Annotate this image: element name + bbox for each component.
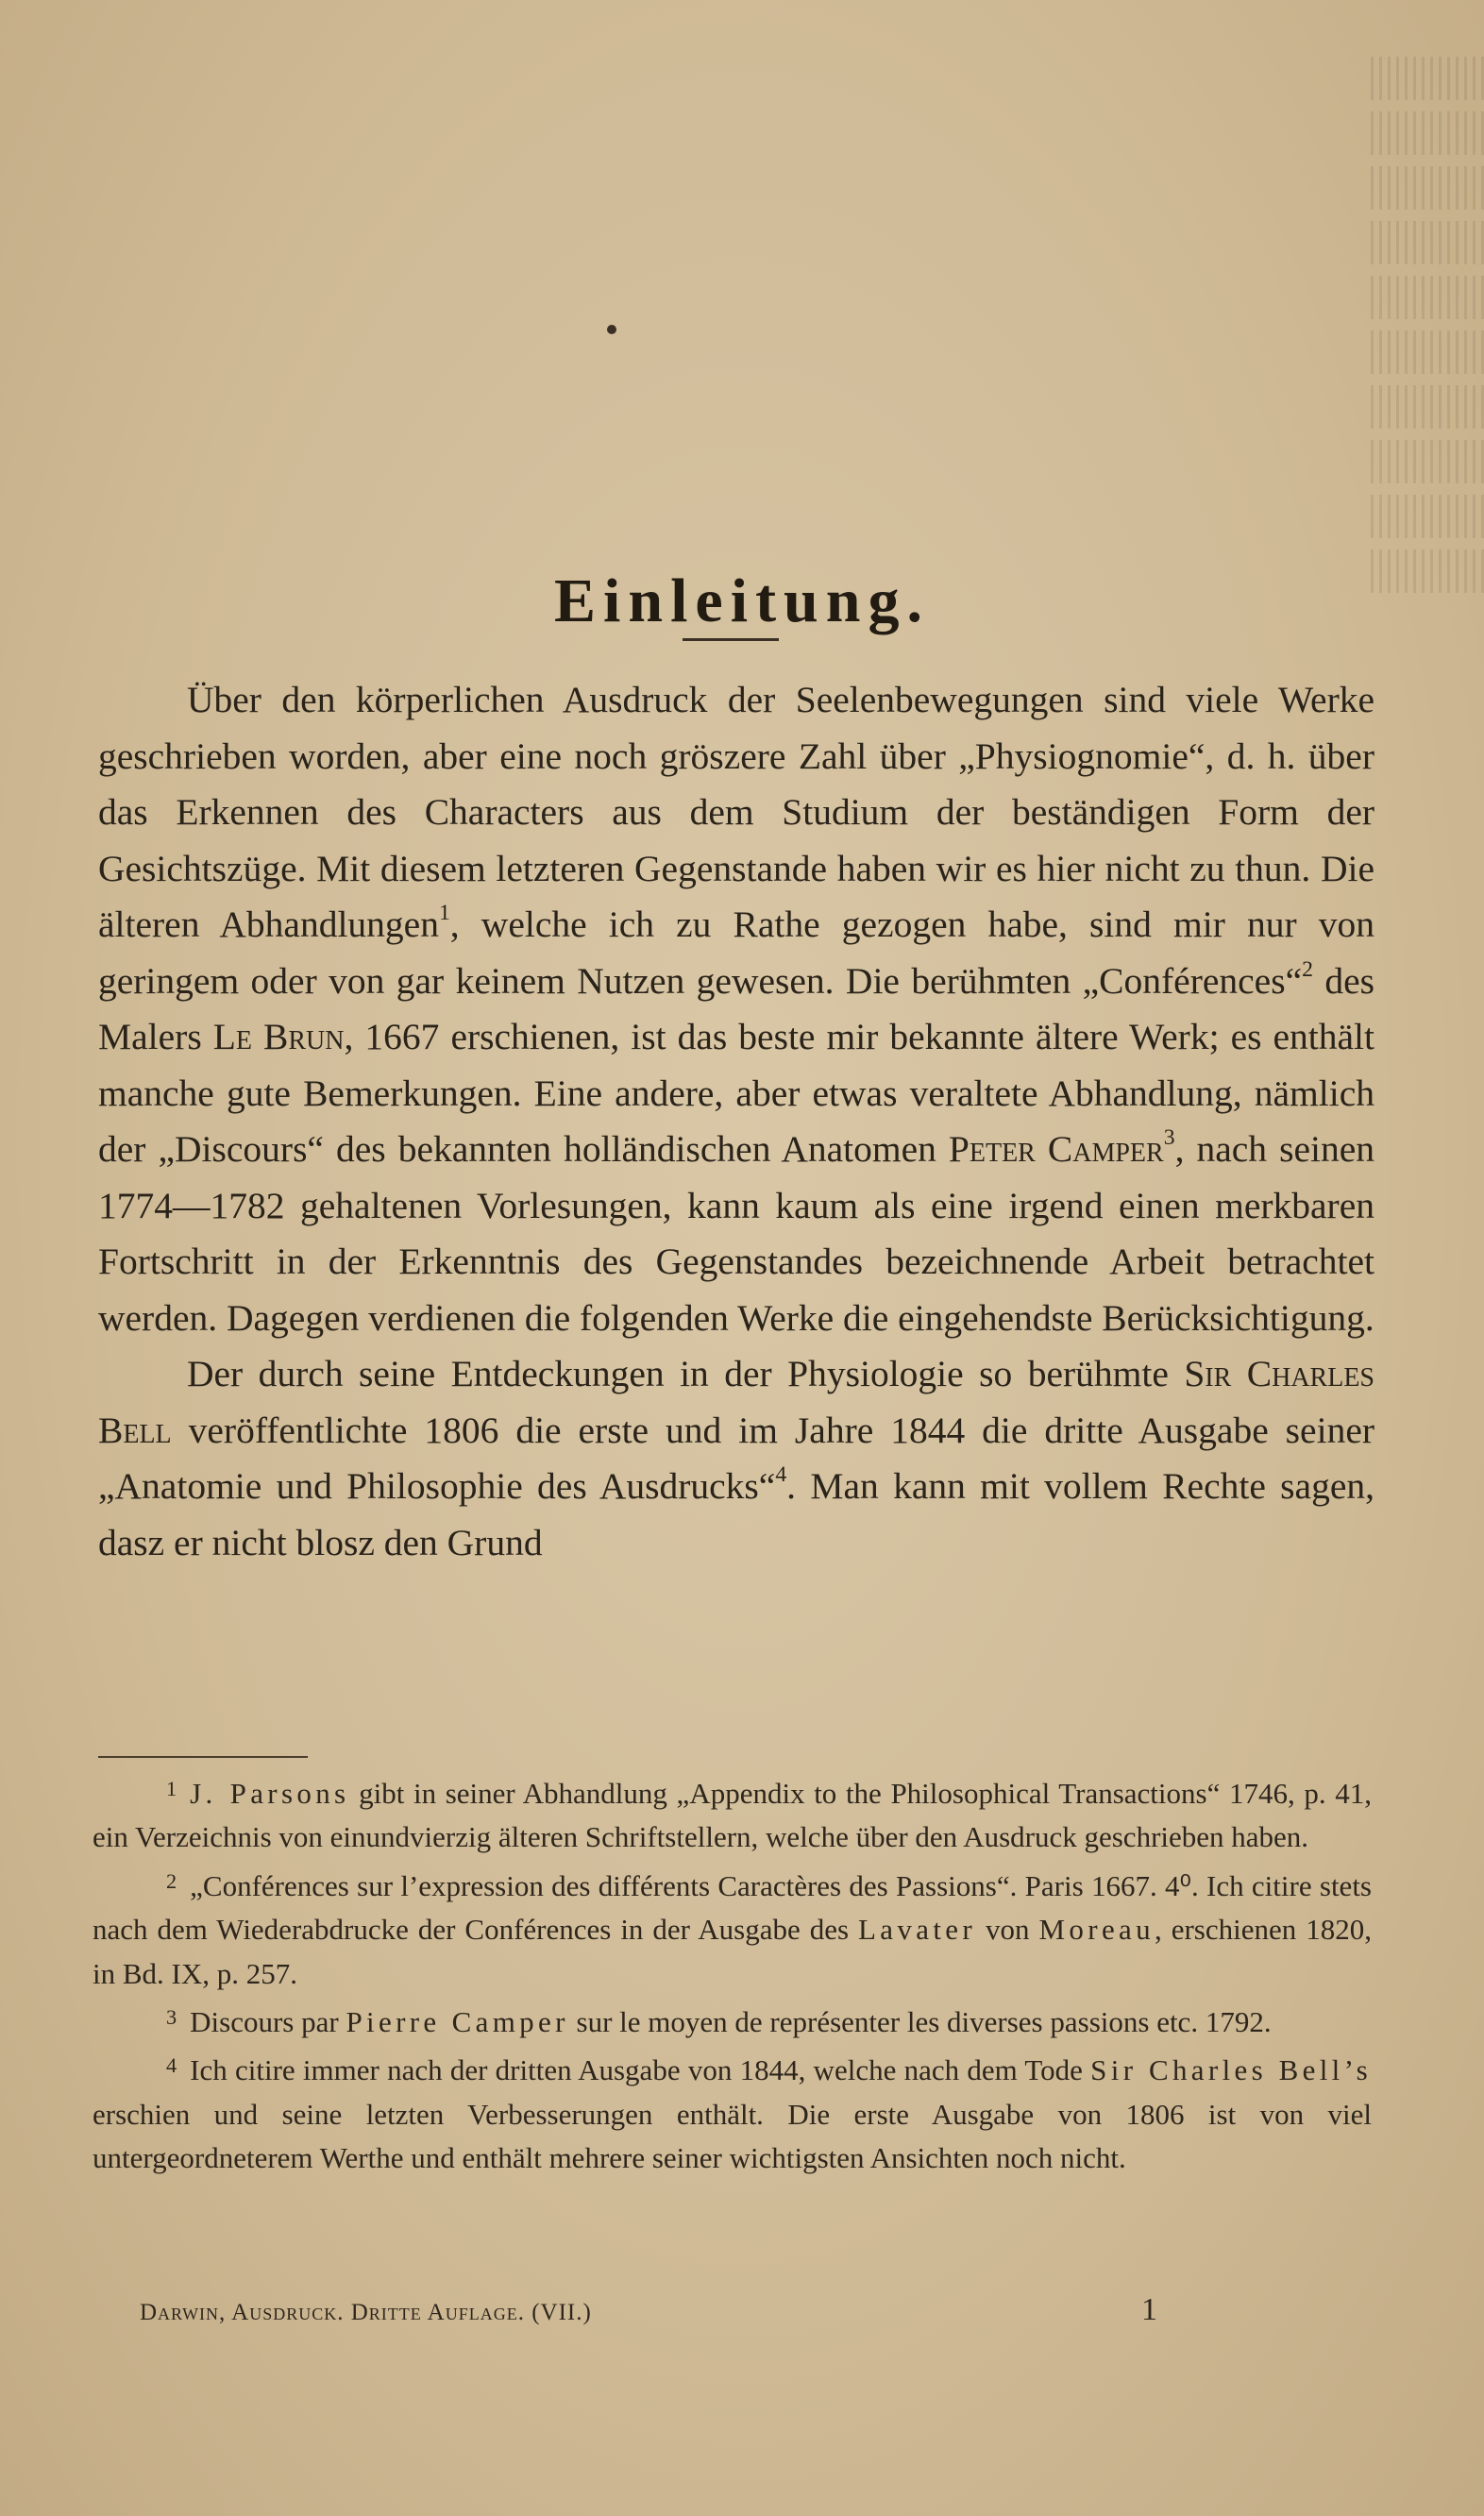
page-number: 1	[1141, 2292, 1157, 2327]
footnote-number: 2	[166, 1868, 177, 1893]
footnote-number: 4	[166, 2053, 177, 2078]
title-rule	[683, 638, 779, 641]
text-run: Ich citire immer nach der dritten Ausgabe von 1844, welche nach dem Tode	[190, 2053, 1091, 2087]
name-text: Pierre Camper	[346, 2004, 569, 2038]
paragraph	[98, 1346, 1374, 1571]
text-run: erschien und seine letzten Verbesserungen enthält. Die erste Ausgabe von 1806 ist von viel untergeordneterem Werthe und enthält mehrere seiner wichtigsten Ansichten noch nicht.	[93, 2097, 1372, 2175]
paragraph	[98, 672, 1374, 1346]
footnote-rule	[98, 1756, 308, 1758]
footnote	[93, 1767, 1372, 1860]
text-run: . Man kann mit vollem Rechte sagen, dasz er nicht blosz den Grund	[98, 1465, 1374, 1563]
bleed-through-text	[1371, 57, 1484, 642]
text-run: Der durch seine Entdeckungen in der Physiologie so berühmte	[187, 1353, 1185, 1394]
name-text: Peter Camper	[948, 1128, 1164, 1170]
text-run: „Conférences sur l’expression des différents Caractères des Passions“. Paris 1667. 4⁰. Ich citire stets nach dem Wiederabdrucke der Conférences in der Ausgabe des	[93, 1868, 1372, 1947]
footnote-ref: 3	[1163, 1125, 1175, 1151]
page-footer	[140, 2292, 1157, 2328]
text-run: Discours par	[190, 2004, 346, 2038]
name-text: J. Parsons	[190, 1776, 350, 1810]
footnote-number: 1	[166, 1777, 177, 1800]
footnote	[93, 1860, 1372, 1996]
footnotes	[93, 1767, 1372, 2181]
footnote-ref: 2	[1302, 956, 1313, 982]
signature-mark: Darwin, Ausdruck. Dritte Auflage. (VII.)	[140, 2300, 592, 2325]
footnote-ref: 1	[438, 901, 450, 926]
text-run: , welche ich zu Rathe gezogen habe, sind mir nur von geringem oder von gar keinem Nutzen gewesen. Die berühmten „Conférences“	[98, 903, 1374, 1002]
text-run: Über den körperlichen Ausdruck der Seelenbewegungen sind viele Werke geschrieben worden, aber eine noch gröszere Zahl über „Physiognomie“, d. h. über das Erkennen des Characters aus dem Studium der beständigen Form der Gesichtszüge. Mit diesem letzteren Gegenstande haben wir es hier nicht zu thun. Die älteren Abhandlungen	[98, 679, 1374, 945]
footnote	[93, 1996, 1372, 2044]
text-run: veröffentlichte 1806 die erste und im Jahre 1844 die dritte Ausgabe seiner „Anatomie und Philosophie des Ausdrucks“	[98, 1409, 1374, 1507]
ink-dot	[607, 325, 616, 334]
name-text: Moreau	[1038, 1913, 1155, 1947]
footnote-ref: 4	[775, 1462, 787, 1488]
text-run: gibt in seiner Abhandlung „Appendix to the Philosophical Transactions“ 1746, p. 41, ein Verzeichnis von einundvierzig älteren Schriftstellern, welche über den Ausdruck geschrieben haben.	[93, 1776, 1373, 1854]
text-run: sur le moyen de représenter les diverses passions etc. 1792.	[568, 2004, 1272, 2038]
text-run: von	[976, 1913, 1039, 1947]
name-text: Sir Charles Bell’s	[1090, 2053, 1372, 2087]
text-run: , nach seinen 1774—1782 gehaltenen Vorlesungen, kann kaum als eine irgend einen merkbaren Fortschritt in der Erkenntnis des Gegenstandes bezeichnende Arbeit betrachtet werden. Dagegen verdienen die folgenden Werke die eingehendste Berücksichtigung.	[98, 1128, 1374, 1339]
page-title: Einleitung.	[554, 566, 930, 636]
name-text: Lavater	[858, 1913, 977, 1947]
main-text	[98, 672, 1374, 1571]
footnote	[93, 2044, 1372, 2180]
footnote-number: 3	[166, 2005, 177, 2030]
name-text: Sir Charles Bell	[98, 1353, 1374, 1451]
name-text: Le Brun	[212, 1016, 345, 1057]
text-run: , erschienen 1820, in Bd. IX, p. 257.	[93, 1913, 1372, 1990]
text-run: , 1667 erschienen, ist das beste mir bekannte ältere Werk; es enthält manche gute Bemerkungen. Eine andere, aber etwas veraltete Abhandlung, nämlich der „Discours“ des bekannten holländischen Anatomen	[98, 1016, 1375, 1170]
text-run: des Malers	[98, 959, 1374, 1057]
